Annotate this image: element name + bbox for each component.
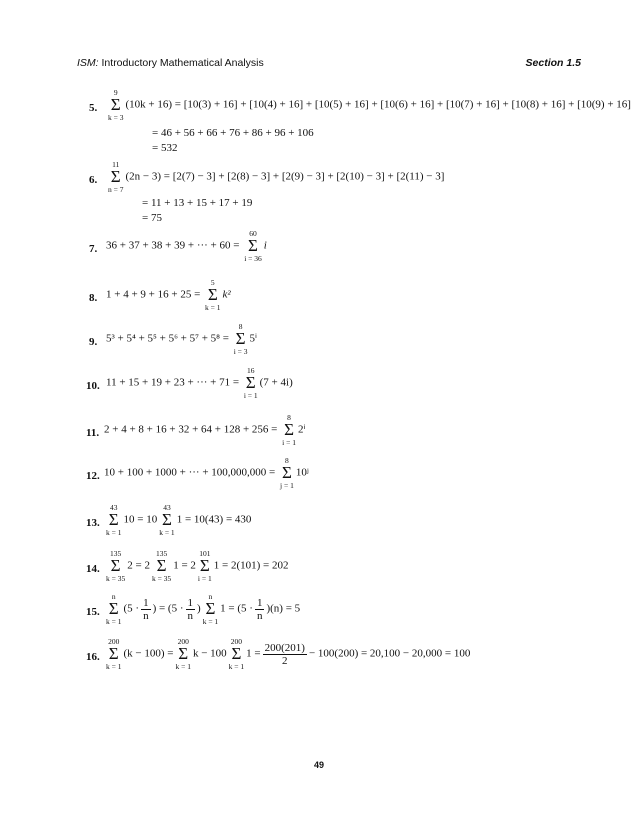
sigma-icon: 43 Σ k = 1 (106, 503, 122, 537)
problem-14: 135 Σ k = 35 2 = 2 135 Σ k = 35 1 = 2 101 Σ i = 1 1 = 2(101) = 202 (106, 549, 289, 583)
problem-10: 11 + 15 + 19 + 23 + ··· + 71 = 16 Σ i = 1 (7 + 4i) (106, 366, 293, 400)
sigma-icon: 200 Σ k = 1 (228, 637, 245, 671)
sigma-icon: 5 Σ k = 1 (205, 278, 221, 312)
sigma-icon: 8 Σ j = 1 (280, 456, 294, 490)
sigma-icon: 60 Σ i = 36 (244, 229, 262, 263)
sigma-icon: 200 Σ k = 1 (106, 637, 122, 671)
problem-number: 15. (86, 606, 100, 618)
problem-8: 1 + 4 + 9 + 16 + 25 = 5 Σ k = 1 k² (106, 278, 231, 312)
problem-6-line-3: = 75 (142, 212, 162, 224)
sigma-icon: 135 Σ k = 35 (106, 549, 126, 583)
page-number: 49 (313, 760, 324, 770)
problem-7: 36 + 37 + 38 + 39 + ··· + 60 = 60 Σ i = 36 i (106, 229, 267, 263)
sigma-icon: 8 Σ i = 3 (233, 322, 248, 356)
problem-number: 11. (86, 427, 100, 439)
problem-5: 9 Σ k = 3 (10k + 16) = [10(3) + 16] + [10(4) + 16] + [10(5) + 16] + [10(6) + 16] + [10(7) + 16] + [10(8) + 16] + [10(9) + 16] (108, 88, 631, 122)
problem-number: 12. (86, 470, 100, 482)
problem-number: 6. (89, 174, 98, 186)
sigma-icon: 101 Σ i = 1 (197, 549, 212, 583)
problem-number: 9. (89, 336, 98, 348)
problem-number: 8. (89, 292, 98, 304)
problem-6-line-2: = 11 + 13 + 15 + 17 + 19 (142, 197, 253, 209)
sigma-icon: 16 Σ i = 1 (243, 366, 258, 400)
problem-16: 200 Σ k = 1 (k − 100) = 200 Σ k = 1 k − 100 200 Σ k = 1 1 = $\frac{200(201)}{2}$ − 100(200) = 20,100 − 20,000 = 100 (106, 637, 471, 671)
sigma-icon: 135 Σ k = 35 (151, 549, 172, 583)
running-header-left: ISM: Introductory Mathematical Analysis (77, 57, 264, 69)
problem-number: 10. (86, 380, 100, 392)
problem-11: 2 + 4 + 8 + 16 + 32 + 64 + 128 + 256 = 8 Σ i = 1 2ⁱ (104, 413, 306, 447)
running-header-section: Section 1.5 (525, 57, 581, 69)
sigma-icon: 11 Σ n = 7 (108, 160, 124, 194)
problem-13: 43 Σ k = 1 10 = 10 43 Σ k = 1 1 = 10(43) = 430 (106, 503, 252, 537)
sigma-icon: 9 Σ k = 3 (108, 88, 124, 122)
problem-9: 5³ + 5⁴ + 5⁵ + 5⁶ + 5⁷ + 5⁸ = 8 Σ i = 3 5ⁱ (106, 322, 257, 356)
sigma-icon: 200 Σ k = 1 (175, 637, 191, 671)
problem-number: 16. (86, 651, 100, 663)
sigma-icon: n Σ k = 1 (106, 592, 122, 626)
problem-12: 10 + 100 + 1000 + ··· + 100,000,000 = 8 Σ j = 1 10ʲ (104, 456, 309, 490)
problem-5-line-2: = 46 + 56 + 66 + 76 + 86 + 96 + 106 (152, 127, 314, 139)
problem-5-line-3: = 532 (152, 142, 178, 154)
problem-number: 7. (89, 243, 98, 255)
problem-number: 13. (86, 517, 100, 529)
problem-15: n Σ k = 1 (5 · $\frac{1}{n}$ ) = (5 · $\frac{1}{n}$ ) n Σ k = 1 1 = (5 · $\frac{1}{n}$ )(n) = 5 (106, 592, 301, 626)
sigma-icon: 8 Σ i = 1 (282, 413, 296, 447)
problem-number: 14. (86, 563, 100, 575)
problem-number: 5. (89, 102, 98, 114)
sigma-icon: 43 Σ k = 1 (159, 503, 175, 537)
problem-6: 11 Σ n = 7 (2n − 3) = [2(7) − 3] + [2(8) − 3] + [2(9) − 3] + [2(10) − 3] + [2(11) − 3] (108, 160, 445, 194)
sigma-icon: n Σ k = 1 (202, 592, 219, 626)
